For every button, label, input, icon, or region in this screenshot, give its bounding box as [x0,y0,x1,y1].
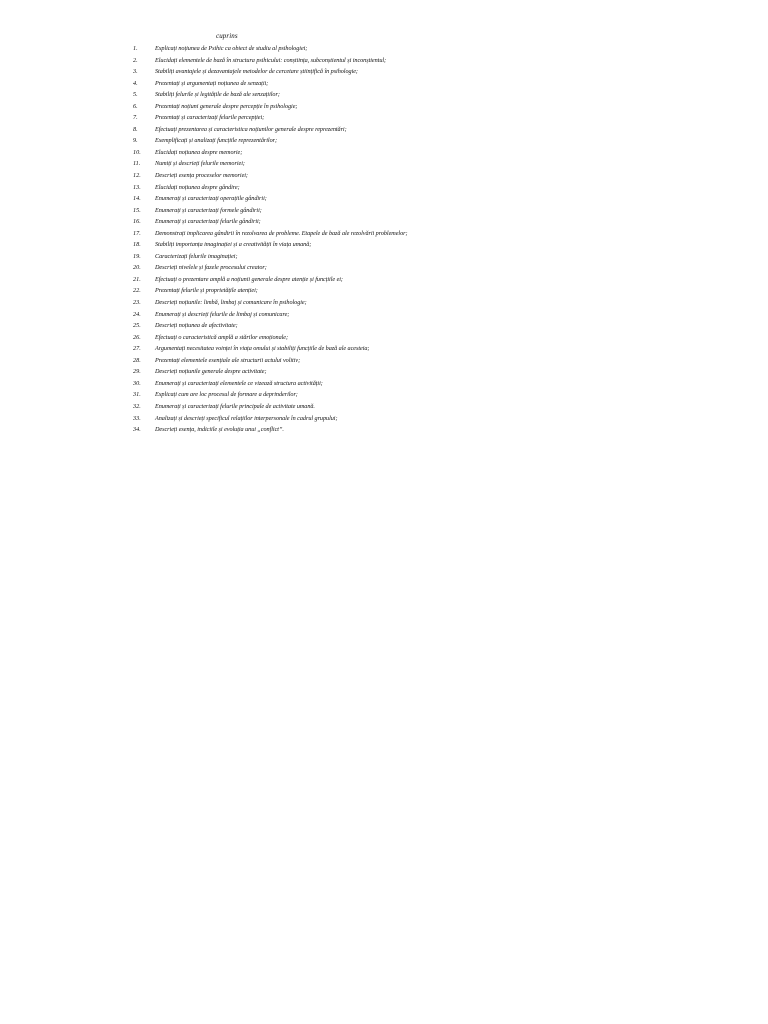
list-item-number: 7. [133,114,138,122]
list-item [0,389,768,401]
list-item-text: Descrieți noțiunile: limbă, limbaj și comunicare în psihologie; [155,299,307,307]
list-item-text: Enumerați și caracterizați formele gândirii; [155,206,262,214]
list-item [0,66,768,78]
list-item [0,378,768,390]
list-item [0,309,768,321]
list-item [0,239,768,251]
list-item-number: 33. [133,414,141,422]
list-item-number: 28. [133,356,141,364]
list-item-number: 10. [133,148,141,156]
list-item [0,216,768,228]
list-item [0,124,768,136]
list-item [0,320,768,332]
list-item-number: 26. [133,333,141,341]
list-item-number: 22. [133,287,141,295]
list-item-number: 18. [133,241,141,249]
list-item-number: 32. [133,402,141,410]
list-item-number: 21. [133,275,141,283]
list-item [0,158,768,170]
list-item [0,355,768,367]
list-item-number: 27. [133,345,141,353]
list-item-number: 31. [133,391,141,399]
list-item-number: 20. [133,264,141,272]
list-item-text: Descrieți noțiunea de afectivitate; [155,322,238,330]
list-item [0,205,768,217]
list-item [0,413,768,425]
list-item-number: 14. [133,195,141,203]
list-item-text: Elucidați elementele de bază în structura psihicului: conștiința, subconștientul și inconștientul; [155,56,387,64]
list-item-text: Exemplificați și analizați funcțiile reprezentărilor; [155,137,278,145]
list-item-text: Explicați cum are loc procesul de formare a deprinderilor; [155,391,298,399]
list-item [0,135,768,147]
list-item [0,366,768,378]
list-item-text: Enumerați și caracterizați felurile principale de activitate umană. [155,402,315,410]
list-item [0,55,768,67]
list-item [0,343,768,355]
list-item-number: 19. [133,252,141,260]
list-item-text: Caracterizați felurile imaginației; [155,252,238,260]
list-item-text: Prezentați elementele esențiale ale structurii actului volitiv; [155,356,301,364]
list-item-number: 34. [133,426,141,434]
list-item-number: 9. [133,137,138,145]
list-item-text: Analizați și descrieți specificul relațiilor interpersonale în cadrul grupului; [155,414,338,422]
list-item [0,170,768,182]
list-item-text: Efectuați o caracteristică amplă a stărilor emoționale; [155,333,289,341]
list-item-number: 3. [133,68,138,76]
list-item-text: Enumerați și caracterizați elementele ce vizează structura activității; [155,379,323,387]
list-item-text: Explicați noțiunea de Psihic ca obiect de studiu al psihologiei; [155,45,308,52]
list-item [0,332,768,344]
list-item-number: 30. [133,379,141,387]
list-item [0,251,768,263]
list-item [0,274,768,286]
list-item [0,89,768,101]
question-list [0,43,768,436]
list-item-text: Efectuați o prezentare amplă a noțiunii generale despre atenție și funcțiile ei; [155,275,343,283]
list-item [0,78,768,90]
list-item-number: 15. [133,206,141,214]
list-item-text: Prezentați noțiuni generale despre percepție în psihologie; [155,102,298,110]
list-item-number: 25. [133,322,141,330]
list-item [0,112,768,124]
list-item-number: 8. [133,125,138,133]
list-item [0,262,768,274]
list-item-text: Stabiliți importanța imaginației și a creativității în viața umană; [155,241,312,249]
list-item-text: Prezentați și caracterizați felurile percepției; [155,114,265,122]
list-item [0,43,768,55]
list-item-number: 1. [133,45,138,52]
list-item-text: Elucidați noțiunea despre gândire; [155,183,240,191]
list-item-text: Descrieți noțiunile generale despre activitate; [155,368,267,376]
list-item-text: Enumerați și caracterizați operațiile gândirii; [155,195,267,203]
list-item-text: Argumentați necesitatea voinței în viața omului și stabiliți funcțiile de bază ale acesteia; [155,345,370,353]
list-item-text: Prezentați și argumentați noțiunea de senzații; [155,79,269,87]
list-item [0,285,768,297]
list-item [0,182,768,194]
list-item-text: Enumerați și descrieți felurile de limbaj și comunicare; [155,310,290,318]
list-item-text: Descrieți nivelele și fazele procesului creator; [155,264,267,272]
list-item [0,424,768,436]
list-item-number: 4. [133,79,138,87]
list-item-text: Descrieți esența, indiciile și evoluția unui „conflict”. [155,426,284,434]
list-item-number: 11. [133,160,141,168]
list-item-number: 16. [133,218,141,226]
list-item [0,193,768,205]
list-item-text: Enumerați și caracterizați felurile gândirii; [155,218,261,226]
list-item-number: 13. [133,183,141,191]
list-item [0,401,768,413]
list-item-number: 24. [133,310,141,318]
document-title: cuprins [216,32,238,40]
list-item-number: 2. [133,56,138,64]
list-item-text: Prezentați felurile și proprietățile atenției; [155,287,258,295]
list-item-number: 29. [133,368,141,376]
list-item-number: 23. [133,299,141,307]
list-item [0,147,768,159]
list-item [0,101,768,113]
list-item-text: Stabiliți felurile și legitățile de bază ale senzațiilor; [155,91,280,99]
list-item-number: 6. [133,102,138,110]
list-item [0,297,768,309]
list-item-text: Stabiliți avantajele și dezavantajele metodelor de cercetare științifică în psihologie; [155,68,358,76]
list-item-text: Numiți și descrieți felurile memoriei; [155,160,245,168]
list-item-number: 17. [133,229,141,237]
list-item-number: 12. [133,172,141,180]
list-item [0,228,768,240]
list-item-text: Efectuați prezentarea și caracteristica noțiunilor generale despre reprezentări; [155,125,347,133]
list-item-text: Descrieți esența proceselor memoriei; [155,172,248,180]
list-item-text: Elucidați noțiunea despre memorie; [155,148,243,156]
list-item-text: Demonstrați implicarea gândirii în rezolvarea de probleme. Etapele de bază ale rezolvării problemelor; [155,229,408,237]
list-item-number: 5. [133,91,138,99]
